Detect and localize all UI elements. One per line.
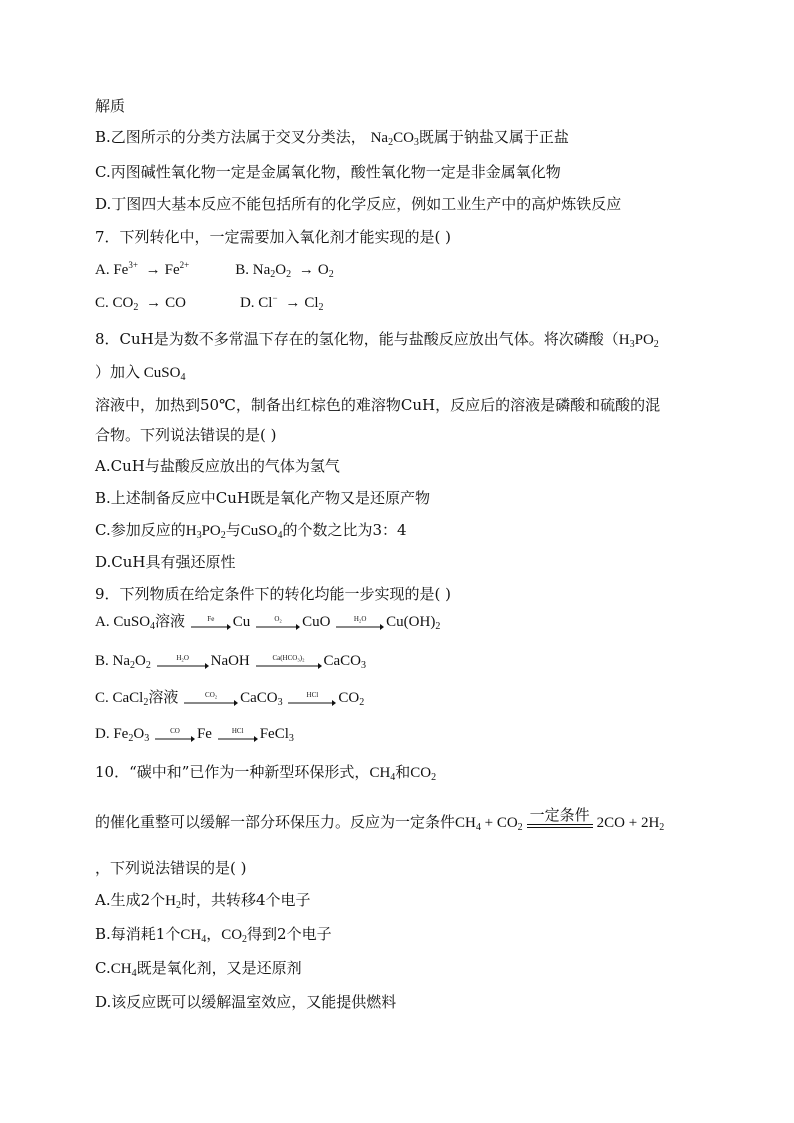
reaction-arrow: HCl: [288, 691, 336, 706]
reaction-arrow: Ca(HCO₃)₂: [256, 654, 322, 669]
question-10-cont: ，下列说法错误的是( ): [95, 859, 247, 877]
question-10-option-b: B.每消耗1个$CH_4$，$CO_2$得到2个电子: [95, 925, 332, 945]
question-7-options-ab: A. $Fe^{3+} \to Fe^{2+}$ B. $Na_2O_2 \to O_2$: [95, 260, 334, 280]
option-c-oxides: C.丙图碱性氧化物一定是金属氧化物，酸性氧化物一定是非金属氧化物: [95, 163, 561, 181]
question-8-option-c: C.参加反应的$H_3PO_2$与CuSO$_4$的个数之比为3：4: [95, 521, 407, 541]
reaction-arrow: O₂: [256, 615, 300, 630]
reaction-arrow: Fe: [191, 615, 231, 630]
question-7: 7．下列转化中，一定需要加入氧化剂才能实现的是( ): [95, 228, 452, 246]
option-d-reactions: D.丁图四大基本反应不能包括所有的化学反应，例如工业生产中的高炉炼铁反应: [95, 195, 622, 213]
question-10-option-d: D.该反应既可以缓解温室效应，又能提供燃料: [95, 993, 397, 1011]
question-9-option-b: B. $Na_2O_2$ H₂O NaOH Ca(HCO₃)₂ CaCO$_3$: [95, 653, 367, 671]
question-8-cont: ）加入 CuSO$_4$: [95, 363, 186, 383]
question-8-option-b: B.上述制备反应中CuH既是氧化产物又是还原产物: [95, 489, 431, 507]
question-8-option-d: D.CuH具有强还原性: [95, 553, 236, 571]
reaction-arrow: CO: [155, 727, 195, 742]
reaction-arrow: H₂O: [157, 654, 209, 669]
reaction-arrow: H₂O: [336, 615, 384, 630]
text-line: 解质: [95, 97, 126, 115]
question-7-options-cd: C. $CO_2$ → CO D. $Cl^- \to Cl_2$: [95, 293, 324, 313]
question-9-option-a: A. CuSO$_4$溶液 Fe Cu O₂ CuO H₂O $Cu(OH)_2$: [95, 614, 441, 632]
reaction-arrow: CO₂: [184, 691, 238, 706]
question-9-option-d: D. $Fe_2O_3$ CO Fe HCl FeCl$_3$: [95, 726, 294, 744]
question-9: 9．下列物质在给定条件下的转化均能一步实现的是( ): [95, 585, 452, 603]
question-10: 10．“碳中和”已作为一种新型环保形式，$CH_4$和$CO_2$: [95, 763, 437, 783]
question-8-cont: 合物。下列说法错误的是( ): [95, 426, 277, 444]
question-9-option-c: C. CaCl$_2$溶液 CO₂ CaCO$_3$ HCl $CO_2$: [95, 690, 365, 708]
question-10-equation: 的催化重整可以缓解一部分环保压力。反应为一定条件$CH_4 + CO_2$ 一定条件 $2CO + 2H_2$: [95, 805, 665, 833]
reaction-arrow: HCl: [218, 727, 258, 742]
question-8-cont: 溶液中，加热到50℃，制备出红棕色的难溶物CuH，反应后的溶液是磷酸和硫酸的混: [95, 396, 661, 414]
option-b-classification: B.乙图所示的分类方法属于交叉分类法， $Na_2CO_3$既属于钠盐又属于正盐: [95, 128, 569, 148]
question-10-option-a: A.生成2个$H_2$时，共转移4个电子: [95, 891, 311, 911]
question-8-option-a: A.CuH与盐酸反应放出的气体为氢气: [95, 457, 340, 475]
question-10-option-c: $C.CH_4$既是氧化剂，又是还原剂: [95, 959, 302, 979]
condition-equals: 一定条件: [527, 807, 593, 828]
question-8: 8．CuH是为数不多常温下存在的氢化物，能与盐酸反应放出气体。将次磷酸（$H_3PO_2$: [95, 330, 659, 350]
